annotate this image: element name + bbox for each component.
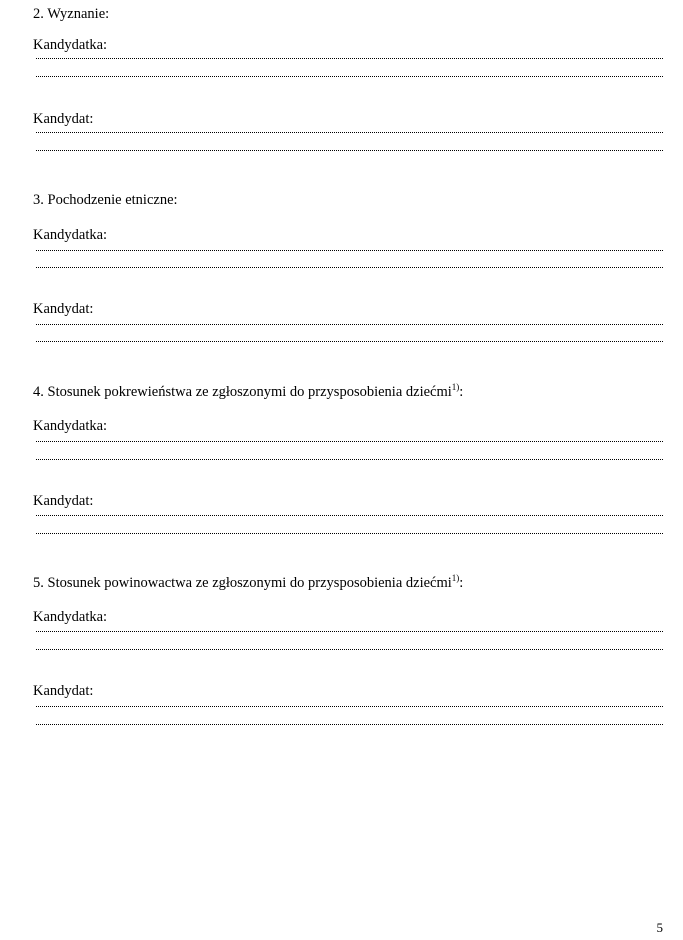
section-heading-kinship: 4. Stosunek pokrewieństwa ze zgłoszonymi do przysposobienia dziećmi$^{1)}$: — [33, 382, 464, 400]
answer-line[interactable] — [36, 150, 663, 151]
section-heading-ethnic-origin: 3. Pochodzenie etniczne: — [33, 192, 178, 208]
field-label-candidate-male: Kandydat: — [33, 111, 94, 127]
answer-line[interactable] — [36, 459, 663, 460]
answer-line[interactable] — [36, 341, 663, 342]
answer-line[interactable] — [36, 324, 663, 325]
answer-line[interactable] — [36, 533, 663, 534]
answer-line[interactable] — [36, 132, 663, 133]
answer-line[interactable] — [36, 706, 663, 707]
footnote-ref: 1) — [451, 573, 460, 584]
field-label-candidate-male: Kandydat: — [33, 493, 94, 509]
answer-line[interactable] — [36, 724, 663, 725]
section-heading-affinity: 5. Stosunek powinowactwa ze zgłoszonymi do przysposobienia dziećmi$^{1)}$: — [33, 573, 464, 591]
field-label-candidate-female: Kandydatka: — [33, 609, 108, 625]
answer-line[interactable] — [36, 631, 663, 632]
field-label-candidate-male: Kandydat: — [33, 301, 94, 317]
answer-line[interactable] — [36, 76, 663, 77]
answer-line[interactable] — [36, 250, 663, 251]
answer-line[interactable] — [36, 649, 663, 650]
field-label-candidate-female: Kandydatka: — [33, 227, 108, 243]
field-label-candidate-male: Kandydat: — [33, 683, 94, 699]
answer-line[interactable] — [36, 58, 663, 59]
field-label-candidate-female: Kandydatka: — [33, 37, 108, 53]
section-heading-religion: 2. Wyznanie: — [33, 6, 110, 22]
answer-line[interactable] — [36, 267, 663, 268]
answer-line[interactable] — [36, 515, 663, 516]
answer-line[interactable] — [36, 441, 663, 442]
field-label-candidate-female: Kandydatka: — [33, 418, 108, 434]
footnote-ref: 1) — [451, 382, 460, 393]
page-number: 5 — [656, 920, 663, 935]
